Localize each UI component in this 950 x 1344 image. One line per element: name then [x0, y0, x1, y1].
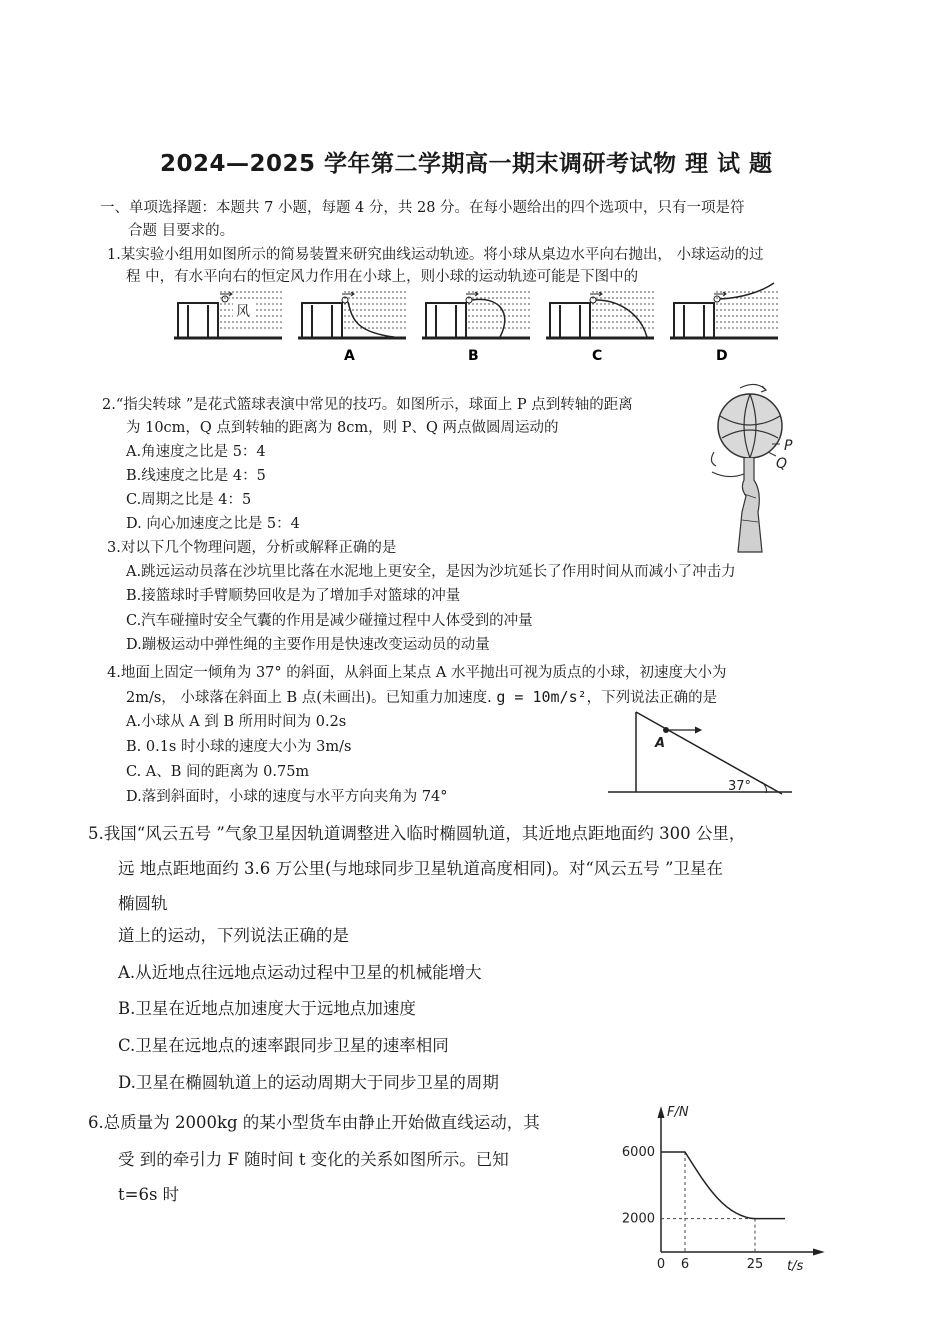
q6-x-tick-label: 25 — [746, 1257, 764, 1272]
section-heading-line1: 一、单项选择题：本题共 7 小题，每题 4 分，共 28 分。在每小题给出的四个选项中，只有一项是符 — [100, 200, 745, 216]
q5-option-a: A.从近地点往远地点运动过程中卫星的机械能增大 — [118, 963, 482, 982]
q6-y-tick-label: 6000 — [621, 1145, 655, 1160]
q1-option-label-c: C — [592, 348, 603, 364]
q4-option-b: B. 0.1s 时小球的速度大小为 3m/s — [126, 739, 352, 755]
q4-stem-line2-text: 2m/s， 小球落在斜面上 B 点(未画出)。已知重力加速度. — [126, 690, 492, 706]
q4-point-a-label: A — [655, 736, 666, 751]
q6-y-axis-label: F/N — [667, 1105, 689, 1120]
q2-point-p-label: P — [784, 438, 793, 454]
page-title: 2024—2025 学年第二学期高一期末调研考试物 理 试 题 — [160, 151, 773, 177]
q3-option-c: C.汽车碰撞时安全气囊的作用是减少碰撞过程中人体受到的冲量 — [126, 613, 533, 629]
q3-option-a: A.跳远运动员落在沙坑里比落在水泥地上更安全，是因为沙坑延长了作用时间从而减小了冲击力 — [126, 564, 736, 580]
q1-stem-line1: 1.某实验小组用如图所示的简易装置来研究曲线运动轨迹。将小球从桌边水平向右抛出， 小球运动的过 — [107, 247, 764, 263]
q6-force-time-chart — [605, 1100, 830, 1280]
q6-x-tick-label: 0 — [656, 1257, 666, 1272]
q2-figure-spinning-ball — [700, 382, 810, 554]
q3-stem: 3.对以下几个物理问题，分析或解释正确的是 — [107, 540, 397, 556]
q4-option-c: C. A、B 间的距离为 0.75m — [126, 764, 310, 780]
q6-series-line — [661, 1152, 785, 1219]
q6-x-axis-label: t/s — [787, 1259, 804, 1274]
q2-stem-line1: 2.“指尖转球 ”是花式篮球表演中常见的技巧。如图所示，球面上 P 点到转轴的距离 — [102, 397, 633, 413]
q1-stem-line2: 程 中，有水平向右的恒定风力作用在小球上，则小球的运动轨迹可能是下图中的 — [126, 269, 639, 285]
q3-option-b: B.接篮球时手臂顺势回收是为了增加手对篮球的冲量 — [126, 588, 461, 604]
q1-option-label-d: D — [716, 348, 728, 364]
q5-stem-line3: 椭圆轨 — [118, 894, 168, 913]
q1-panel-d — [670, 283, 778, 338]
q5-option-d: D.卫星在椭圆轨道上的运动周期大于同步卫星的周期 — [118, 1073, 499, 1092]
q5-option-b: B.卫星在近地点加速度大于远地点加速度 — [118, 999, 416, 1018]
q6-x-tick-label: 6 — [680, 1257, 690, 1272]
q2-option-d: D. 向心加速度之比是 5：4 — [126, 516, 300, 532]
q6-y-tick-label: 2000 — [621, 1211, 655, 1227]
q3-option-d: D.蹦极运动中弹性绳的主要作用是快速改变运动员的动量 — [126, 637, 490, 653]
q4-gravity-formula: g = 10m/s² — [496, 688, 587, 706]
q2-option-a: A.角速度之比是 5：4 — [126, 444, 266, 460]
section-heading-line2: 合题 目要求的。 — [128, 223, 235, 239]
q1-option-label-a: A — [344, 348, 355, 364]
q6-stem-line1: 6.总质量为 2000kg 的某小型货车由静止开始做直线运动，其 — [88, 1113, 540, 1132]
q2-point-q-label: Q — [776, 456, 788, 472]
q1-panel-a — [298, 292, 406, 338]
q4-option-d: D.落到斜面时，小球的速度与水平方向夹角为 74° — [126, 789, 448, 805]
q4-stem-line1: 4.地面上固定一倾角为 37° 的斜面，从斜面上某点 A 水平抛出可视为质点的小球，初速度大小为 — [107, 665, 727, 681]
q2-option-c: C.周期之比是 4：5 — [126, 492, 252, 508]
q1-panel-c — [546, 292, 654, 338]
q4-figure-incline — [600, 702, 800, 802]
q5-stem-line4: 道上的运动，下列说法正确的是 — [118, 926, 349, 945]
q5-stem-line1: 5.我国“风云五号 ”气象卫星因轨道调整进入临时椭圆轨道，其近地点距地面约 300 公里， — [88, 824, 746, 843]
q4-option-a: A.小球从 A 到 B 所用时间为 0.2s — [126, 714, 347, 730]
q5-stem-line2: 远 地点距地面约 3.6 万公里(与地球同步卫星轨道高度相同)。对“风云五号 ”卫星在 — [118, 859, 723, 878]
q4-stem-line2-tail: ，下列说法正确的是 — [586, 690, 718, 706]
q1-figure — [170, 282, 780, 368]
q5-option-c: C.卫星在远地点的速率跟同步卫星的速率相同 — [118, 1036, 449, 1055]
q2-stem-line2: 为 10cm，Q 点到转轴的距离为 8cm，则 P、Q 两点做圆周运动的 — [126, 420, 559, 436]
q1-panel-b — [422, 292, 530, 338]
q4-angle-label: 37° — [728, 779, 752, 794]
q6-stem-line3: t=6s 时 — [118, 1185, 180, 1204]
q6-stem-line2: 受 到的牵引力 F 随时间 t 变化的关系如图所示。已知 — [118, 1150, 509, 1169]
q1-option-label-b: B — [468, 348, 479, 364]
q2-option-b: B.线速度之比是 4：5 — [126, 468, 266, 484]
q1-wind-label: 风 — [236, 304, 250, 320]
q1-panel-wind — [174, 292, 282, 338]
